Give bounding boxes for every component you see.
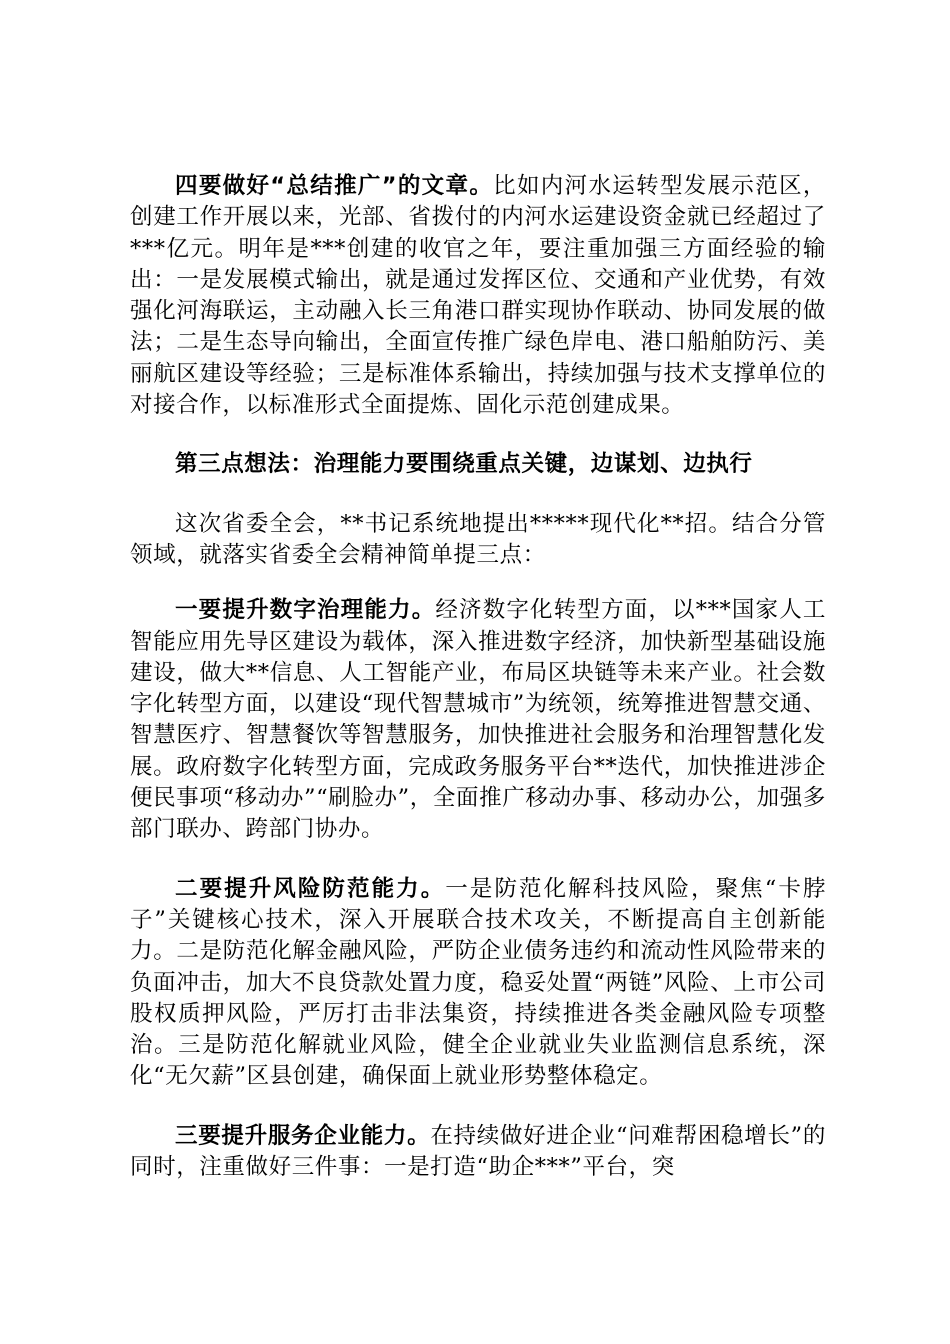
paragraph-lead: 二要提升风险防范能力。 [175,875,446,902]
paragraph-digital-governance [130,595,826,845]
paragraph-text: 经济数字化转型方面，以***国家人工智能应用先导区建设为载体，深入推进数字经济，加快新型基础设施建设，做大**信息、人工智能产业，布局区块链等未来产业。社会数字化转型方面，以建设“现代智慧城市”为统领，统筹推进智慧交通、智慧医疗、智慧餐饮等智慧服务，加快推进社会服务和治理智慧化发展。政府数字化转型方面，完成政务服务平台**迭代，加快推进涉企便民事项“移动办”“刷脸办”，全面推广移动办事、移动办公，加强多部门联办、跨部门协办。 [130,597,826,843]
paragraph-lead: 三要提升服务企业能力。 [175,1122,431,1149]
paragraph-lead: 一要提升数字治理能力。 [175,597,436,624]
paragraph-text: 比如内河水运转型发展示范区，创建工作开展以来，光部、省拨付的内河水运建设资金就已经超过了***亿元。明年是***创建的收官之年，要注重加强三方面经验的输出：一是发展模式输出，就是通过发挥区位、交通和产业优势，有效强化河海联运，主动融入长三角港口群实现协作联动、协同发展的做法；二是生态导向输出，全面宣传推广绿色岸电、港口船舶防污、美丽航区建设等经验；三是标准体系输出，持续加强与技术支撑单位的对接合作，以标准形式全面提炼、固化示范创建成果。 [130,173,826,419]
paragraph-intro [130,509,826,572]
paragraph-text: 这次省委全会，**书记系统地提出*****现代化**招。结合分管领域，就落实省委全会精神简单提三点： [130,510,826,568]
section-heading: 第三点想法：治理能力要围绕重点关键，边谋划、边执行 [175,451,753,478]
paragraph-summary-promotion [130,171,826,421]
paragraph-text: 在持续做好进企业“问难帮困稳增长”的同时，注重做好三件事：一是打造“助企***”平台，突 [130,1122,826,1181]
document-body [130,171,826,1183]
paragraph-enterprise-service [130,1121,826,1184]
paragraph-risk-prevention [130,874,826,1093]
paragraph-text: 一是防范化解科技风险，聚焦“卡脖子”关键核心技术，深入开展联合技术攻关，不断提高自主创新能力。二是防范化解金融风险，严防企业债务违约和流动性风险带来的负面冲击，加大不良贷款处置力度，稳妥处置“两链”风险、上市公司股权质押风险，严厉打击非法集资，持续推进各类金融风险专项整治。三是防范化解就业风险，健全企业就业失业监测信息系统，深化“无欠薪”区县创建，确保面上就业形势整体稳定。 [130,875,826,1090]
paragraph-lead: 四要做好“总结推广”的文章。 [175,173,494,199]
